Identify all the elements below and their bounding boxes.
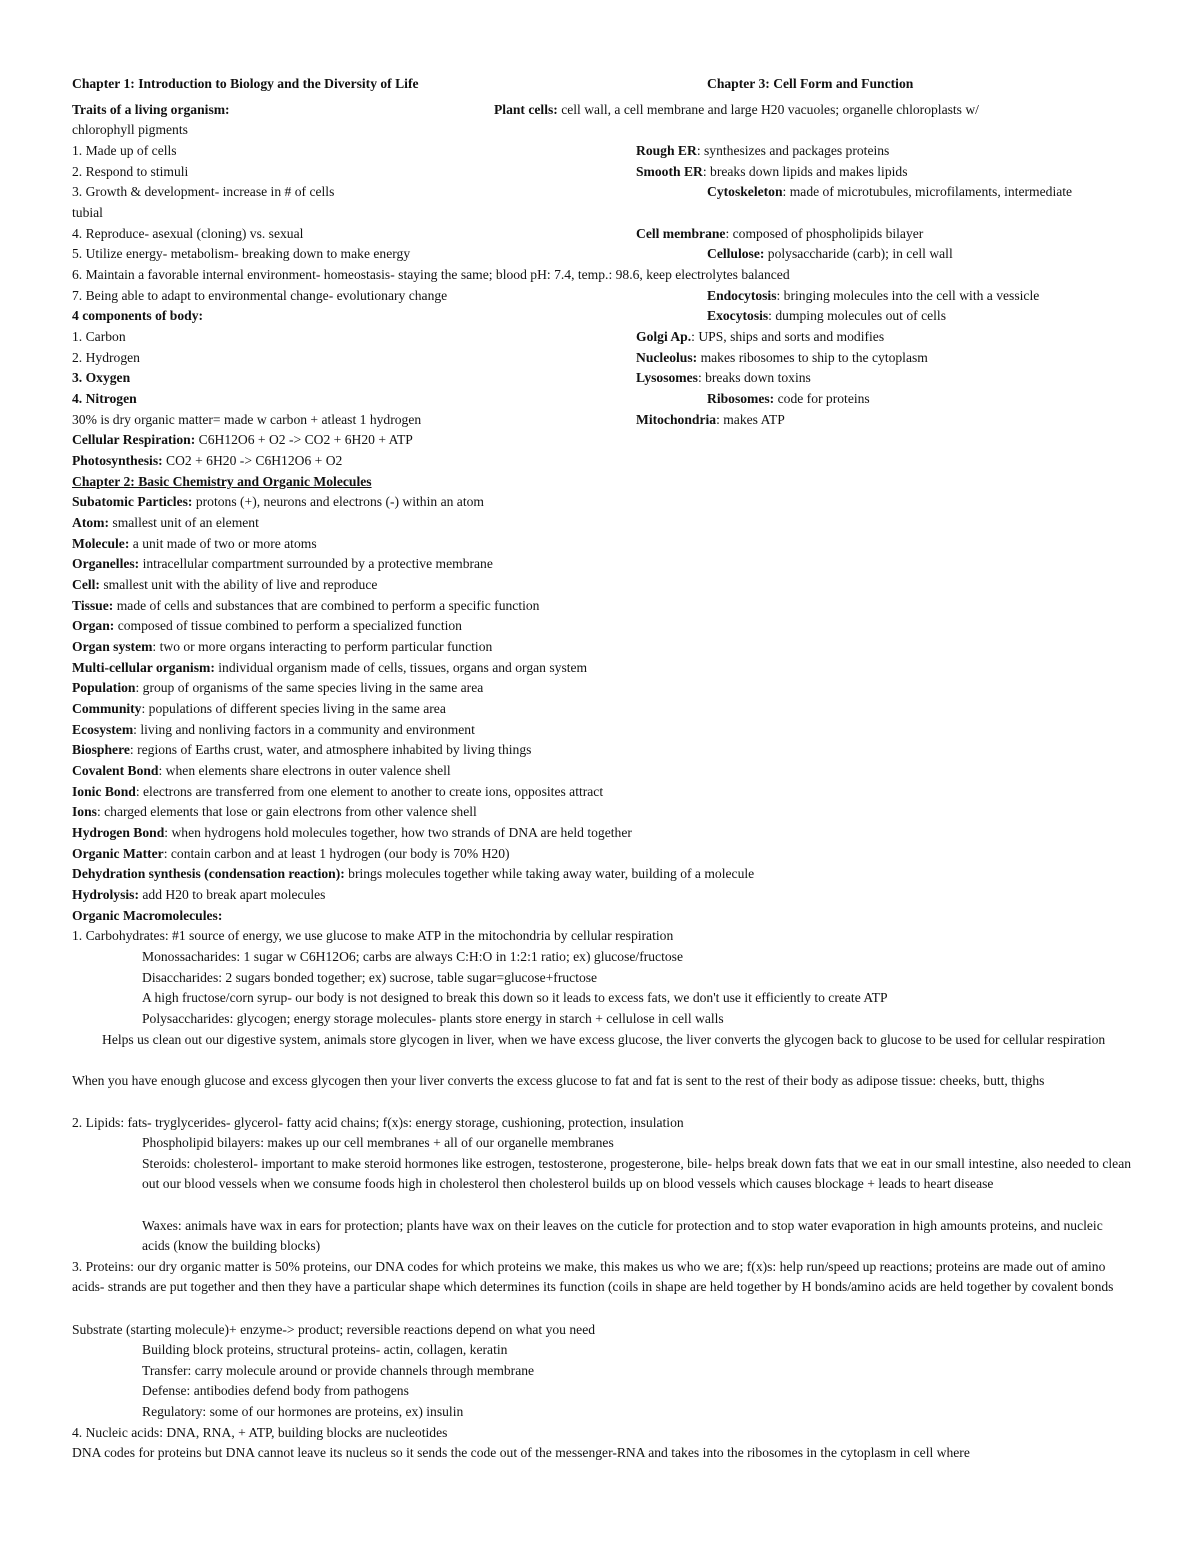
- trait-item: 4. Reproduce- asexual (cloning) vs. sexual: [72, 226, 304, 241]
- ch3-item-label: Cellulose:: [707, 246, 765, 261]
- def-text: smallest unit with the ability of live and reproduce: [99, 577, 378, 592]
- ch3-item-text: : made of microtubules, microfilaments, intermediate: [782, 184, 1073, 199]
- ch3-item-label: Nucleolus:: [636, 350, 698, 365]
- ch3-item-endocytosis: [707, 286, 1039, 306]
- def-label: Organelles:: [72, 556, 140, 571]
- resp-label: Cellular Respiration:: [72, 432, 196, 447]
- def-label: Population: [72, 680, 136, 695]
- trait-item: 1. Made up of cells: [72, 143, 177, 158]
- def-label: Hydrogen Bond: [72, 825, 165, 840]
- definition-item: [72, 596, 539, 616]
- ch3-item-text: : dumping molecules out of cells: [768, 308, 946, 323]
- carb-subitem: Polysaccharides: glycogen; energy storage molecules- plants store energy in starch + cellulose in cell walls: [142, 1011, 724, 1026]
- plant-cells-label: Plant cells:: [494, 102, 558, 117]
- def-text: protons (+), neurons and electrons (-) within an atom: [192, 494, 484, 509]
- protein-subitem: Regulatory: some of our hormones are proteins, ex) insulin: [142, 1404, 464, 1419]
- ch3-item-exocytosis: [707, 306, 946, 326]
- definition-item: [72, 658, 587, 678]
- chapter1-title: Chapter 1: Introduction to Biology and the Diversity of Life: [72, 76, 419, 91]
- dna-line: DNA codes for proteins but DNA cannot leave its nucleus so it sends the code out of the messenger-RNA and takes into the ribosomes in the cytoplasm in cell where: [72, 1445, 970, 1460]
- helps-paragraph: Helps us clean out our digestive system, animals store glycogen in liver, when we have excess glucose, the liver converts the glycogen back to glucose to be used for cellular respiration: [102, 1032, 1106, 1047]
- def-label: Ecosystem: [72, 722, 134, 737]
- protein-subitem: Building block proteins, structural proteins- actin, collagen, keratin: [142, 1342, 508, 1357]
- lipids-line: 2. Lipids: fats- tryglycerides- glycerol- fatty acid chains; f(x)s: energy storage, cushioning, protection, insulation: [72, 1115, 684, 1130]
- ch3-item-text: : synthesizes and packages proteins: [696, 143, 890, 158]
- glucose-paragraph: When you have enough glucose and excess glycogen then your liver converts the excess glucose to fat and fat is sent to the rest of their body as adipose tissue: cheeks, butt, thighs: [72, 1073, 1045, 1088]
- photosynthesis: [72, 451, 342, 471]
- ch3-item-nucleolus: [636, 348, 928, 368]
- lipid-subitem: Waxes: animals have wax in ears for protection; plants have wax on their leaves on the cuticle for protection and to stop water evaporation in high amounts proteins, and nucleic acids (know the building blocks): [142, 1218, 1103, 1253]
- trait-item: 2. Respond to stimuli: [72, 164, 189, 179]
- def-text: : two or more organs interacting to perform particular function: [152, 639, 493, 654]
- def-text: : electrons are transferred from one element to another to create ions, opposites attract: [135, 784, 604, 799]
- def-text: : regions of Earths crust, water, and atmosphere inhabited by living things: [129, 742, 532, 757]
- ch3-item-text: : breaks down lipids and makes lipids: [702, 164, 908, 179]
- def-text: : when hydrogens hold molecules together, how two strands of DNA are held together: [164, 825, 632, 840]
- def-label: Organ:: [72, 618, 115, 633]
- def-label: Dehydration synthesis (condensation reaction):: [72, 866, 345, 881]
- ch3-item-text: : composed of phospholipids bilayer: [725, 226, 924, 241]
- def-label: Organic Matter: [72, 846, 164, 861]
- def-text: : when elements share electrons in outer valence shell: [158, 763, 451, 778]
- plant-cells-text: cell wall, a cell membrane and large H20 vacuoles; organelle chloroplasts w/: [557, 102, 979, 117]
- definition-item: [72, 802, 477, 822]
- ch3-item-text: : breaks down toxins: [697, 370, 811, 385]
- def-label: Ionic Bond: [72, 784, 136, 799]
- definition-item: [72, 637, 492, 657]
- definition-item: [72, 740, 531, 760]
- definition-item: [72, 575, 377, 595]
- def-label: Tissue:: [72, 598, 114, 613]
- definition-item: [72, 678, 483, 698]
- ch3-item-golgi: [636, 327, 884, 347]
- components-heading: 4 components of body:: [72, 308, 204, 323]
- def-label: Covalent Bond: [72, 763, 159, 778]
- proteins-paragraph: 3. Proteins: our dry organic matter is 50% proteins, our DNA codes for which proteins we make, this makes us who we are; f(x)s: help run/speed up reactions; proteins are made out of amino acids- strands are put together and then they have a particular shape which determines its function (coils in shape are held together by H bonds/amino acids are held together by covalent bonds: [72, 1259, 1114, 1294]
- ch3-item-text: code for proteins: [774, 391, 870, 406]
- definition-item: [72, 699, 446, 719]
- definition-item: [72, 492, 484, 512]
- ch3-item-mitochondria: [636, 410, 785, 430]
- cellular-respiration: [72, 430, 413, 450]
- definition-item: [72, 844, 510, 864]
- lipid-subitem: Steroids: cholesterol- important to make steroid hormones like estrogen, testosterone, progesterone, bile- helps break down fats that we eat in our small intestine, also needed to clean out our blood vessels when we consume foods high in cholesterol then cholesterol builds up on blood vessels which causes blockage + leads to heart disease: [142, 1156, 1132, 1191]
- ch3-item-rough-er: [636, 141, 889, 161]
- substrate-line: Substrate (starting molecule)+ enzyme-> product; reversible reactions depend on what you need: [72, 1322, 596, 1337]
- chapter3-title: Chapter 3: Cell Form and Function: [707, 76, 914, 91]
- def-label: Ions: [72, 804, 97, 819]
- definition-item: [72, 534, 317, 554]
- definition-item: [72, 720, 475, 740]
- tubial-text: tubial: [72, 205, 103, 220]
- ch3-item-label: Rough ER: [636, 143, 697, 158]
- carb-subitem: Monossacharides: 1 sugar w C6H12O6; carbs are always C:H:O in 1:2:1 ratio; ex) glucose/fructose: [142, 949, 683, 964]
- photo-text: CO2 + 6H20 -> C6H12O6 + O2: [162, 453, 343, 468]
- nucleic-acids-line: 4. Nucleic acids: DNA, RNA, + ATP, building blocks are nucleotides: [72, 1425, 448, 1440]
- def-label: Organ system: [72, 639, 153, 654]
- definition-item: [72, 761, 451, 781]
- ch3-item-label: Ribosomes:: [707, 391, 775, 406]
- macromolecules-heading: Organic Macromolecules:: [72, 908, 223, 923]
- carbohydrates-line: 1. Carbohydrates: #1 source of energy, we use glucose to make ATP in the mitochondria by cellular respiration: [72, 928, 674, 943]
- def-label: Hydrolysis:: [72, 887, 139, 902]
- def-text: : charged elements that lose or gain electrons from other valence shell: [96, 804, 477, 819]
- plant-cells-continuation: chlorophyll pigments: [72, 122, 188, 137]
- def-text: intracellular compartment surrounded by a protective membrane: [139, 556, 493, 571]
- ch3-item-text: makes ribosomes to ship to the cytoplasm: [697, 350, 928, 365]
- ch3-item-label: Mitochondria: [636, 412, 717, 427]
- plant-cells-line: [494, 100, 979, 120]
- def-label: Multi-cellular organism:: [72, 660, 215, 675]
- definition-item: [72, 554, 493, 574]
- resp-text: C6H12O6 + O2 -> CO2 + 6H20 + ATP: [195, 432, 413, 447]
- photo-label: Photosynthesis:: [72, 453, 163, 468]
- dry-matter-text: 30% is dry organic matter= made w carbon + atleast 1 hydrogen: [72, 412, 422, 427]
- definition-item: [72, 823, 632, 843]
- def-text: a unit made of two or more atoms: [129, 536, 317, 551]
- protein-subitem: Transfer: carry molecule around or provide channels through membrane: [142, 1363, 535, 1378]
- ch3-item-text: polysaccharide (carb); in cell wall: [764, 246, 953, 261]
- ch3-item-lysosomes: [636, 368, 811, 388]
- def-label: Community: [72, 701, 142, 716]
- def-text: : living and nonliving factors in a community and environment: [133, 722, 475, 737]
- ch3-item-cytoskeleton: [707, 182, 1072, 202]
- ch3-item-label: Exocytosis: [707, 308, 769, 323]
- component-item: 3. Oxygen: [72, 370, 131, 385]
- definition-item: [72, 513, 259, 533]
- ch3-item-cellulose: [707, 244, 953, 264]
- def-label: Subatomic Particles:: [72, 494, 193, 509]
- traits-heading: Traits of a living organism:: [72, 102, 230, 117]
- component-item: 1. Carbon: [72, 329, 126, 344]
- trait-item: 3. Growth & development- increase in # of cells: [72, 184, 335, 199]
- def-label: Cell:: [72, 577, 100, 592]
- definition-item: [72, 616, 462, 636]
- ch3-item-text: : UPS, ships and sorts and modifies: [691, 329, 885, 344]
- definition-item: [72, 864, 754, 884]
- def-text: : populations of different species living in the same area: [141, 701, 446, 716]
- def-label: Atom:: [72, 515, 109, 530]
- lipid-subitem: Phospholipid bilayers: makes up our cell membranes + all of our organelle membranes: [142, 1135, 614, 1150]
- trait-item: 7. Being able to adapt to environmental change- evolutionary change: [72, 288, 448, 303]
- ch3-item-ribosomes: [707, 389, 870, 409]
- def-text: : contain carbon and at least 1 hydrogen (our body is 70% H20): [163, 846, 510, 861]
- component-item: 2. Hydrogen: [72, 350, 140, 365]
- def-text: add H20 to break apart molecules: [138, 887, 326, 902]
- def-text: brings molecules together while taking away water, building of a molecule: [344, 866, 755, 881]
- def-text: made of cells and substances that are combined to perform a specific function: [113, 598, 540, 613]
- definition-item: [72, 782, 603, 802]
- ch3-item-label: Lysosomes: [636, 370, 698, 385]
- trait-item: 5. Utilize energy- metabolism- breaking down to make energy: [72, 246, 411, 261]
- ch3-item-smooth-er: [636, 162, 908, 182]
- ch3-item-cell-membrane: [636, 224, 923, 244]
- def-label: Biosphere: [72, 742, 130, 757]
- component-item: 4. Nitrogen: [72, 391, 137, 406]
- def-text: individual organism made of cells, tissues, organs and organ system: [214, 660, 588, 675]
- trait-item: 6. Maintain a favorable internal environment- homeostasis- staying the same; blood pH: 7.4, temp.: 98.6, keep electrolytes balanced: [72, 267, 790, 282]
- ch3-item-label: Golgi Ap.: [636, 329, 692, 344]
- ch3-item-label: Endocytosis: [707, 288, 777, 303]
- carb-subitem: Disaccharides: 2 sugars bonded together; ex) sucrose, table sugar=glucose+fructose: [142, 970, 598, 985]
- def-text: : group of organisms of the same species living in the same area: [135, 680, 484, 695]
- carb-subitem: A high fructose/corn syrup- our body is not designed to break this down so it leads to excess fats, we don't use it efficiently to create ATP: [142, 990, 888, 1005]
- ch3-item-text: : bringing molecules into the cell with a vessicle: [776, 288, 1040, 303]
- def-label: Molecule:: [72, 536, 130, 551]
- ch3-item-text: : makes ATP: [716, 412, 785, 427]
- def-text: composed of tissue combined to perform a specialized function: [114, 618, 462, 633]
- protein-subitem: Defense: antibodies defend body from pathogens: [142, 1383, 409, 1398]
- def-text: smallest unit of an element: [109, 515, 259, 530]
- ch3-item-label: Cell membrane: [636, 226, 726, 241]
- definition-item: [72, 885, 325, 905]
- ch3-item-label: Smooth ER: [636, 164, 703, 179]
- ch3-item-label: Cytoskeleton: [707, 184, 783, 199]
- chapter2-title: Chapter 2: Basic Chemistry and Organic Molecules: [72, 474, 372, 489]
